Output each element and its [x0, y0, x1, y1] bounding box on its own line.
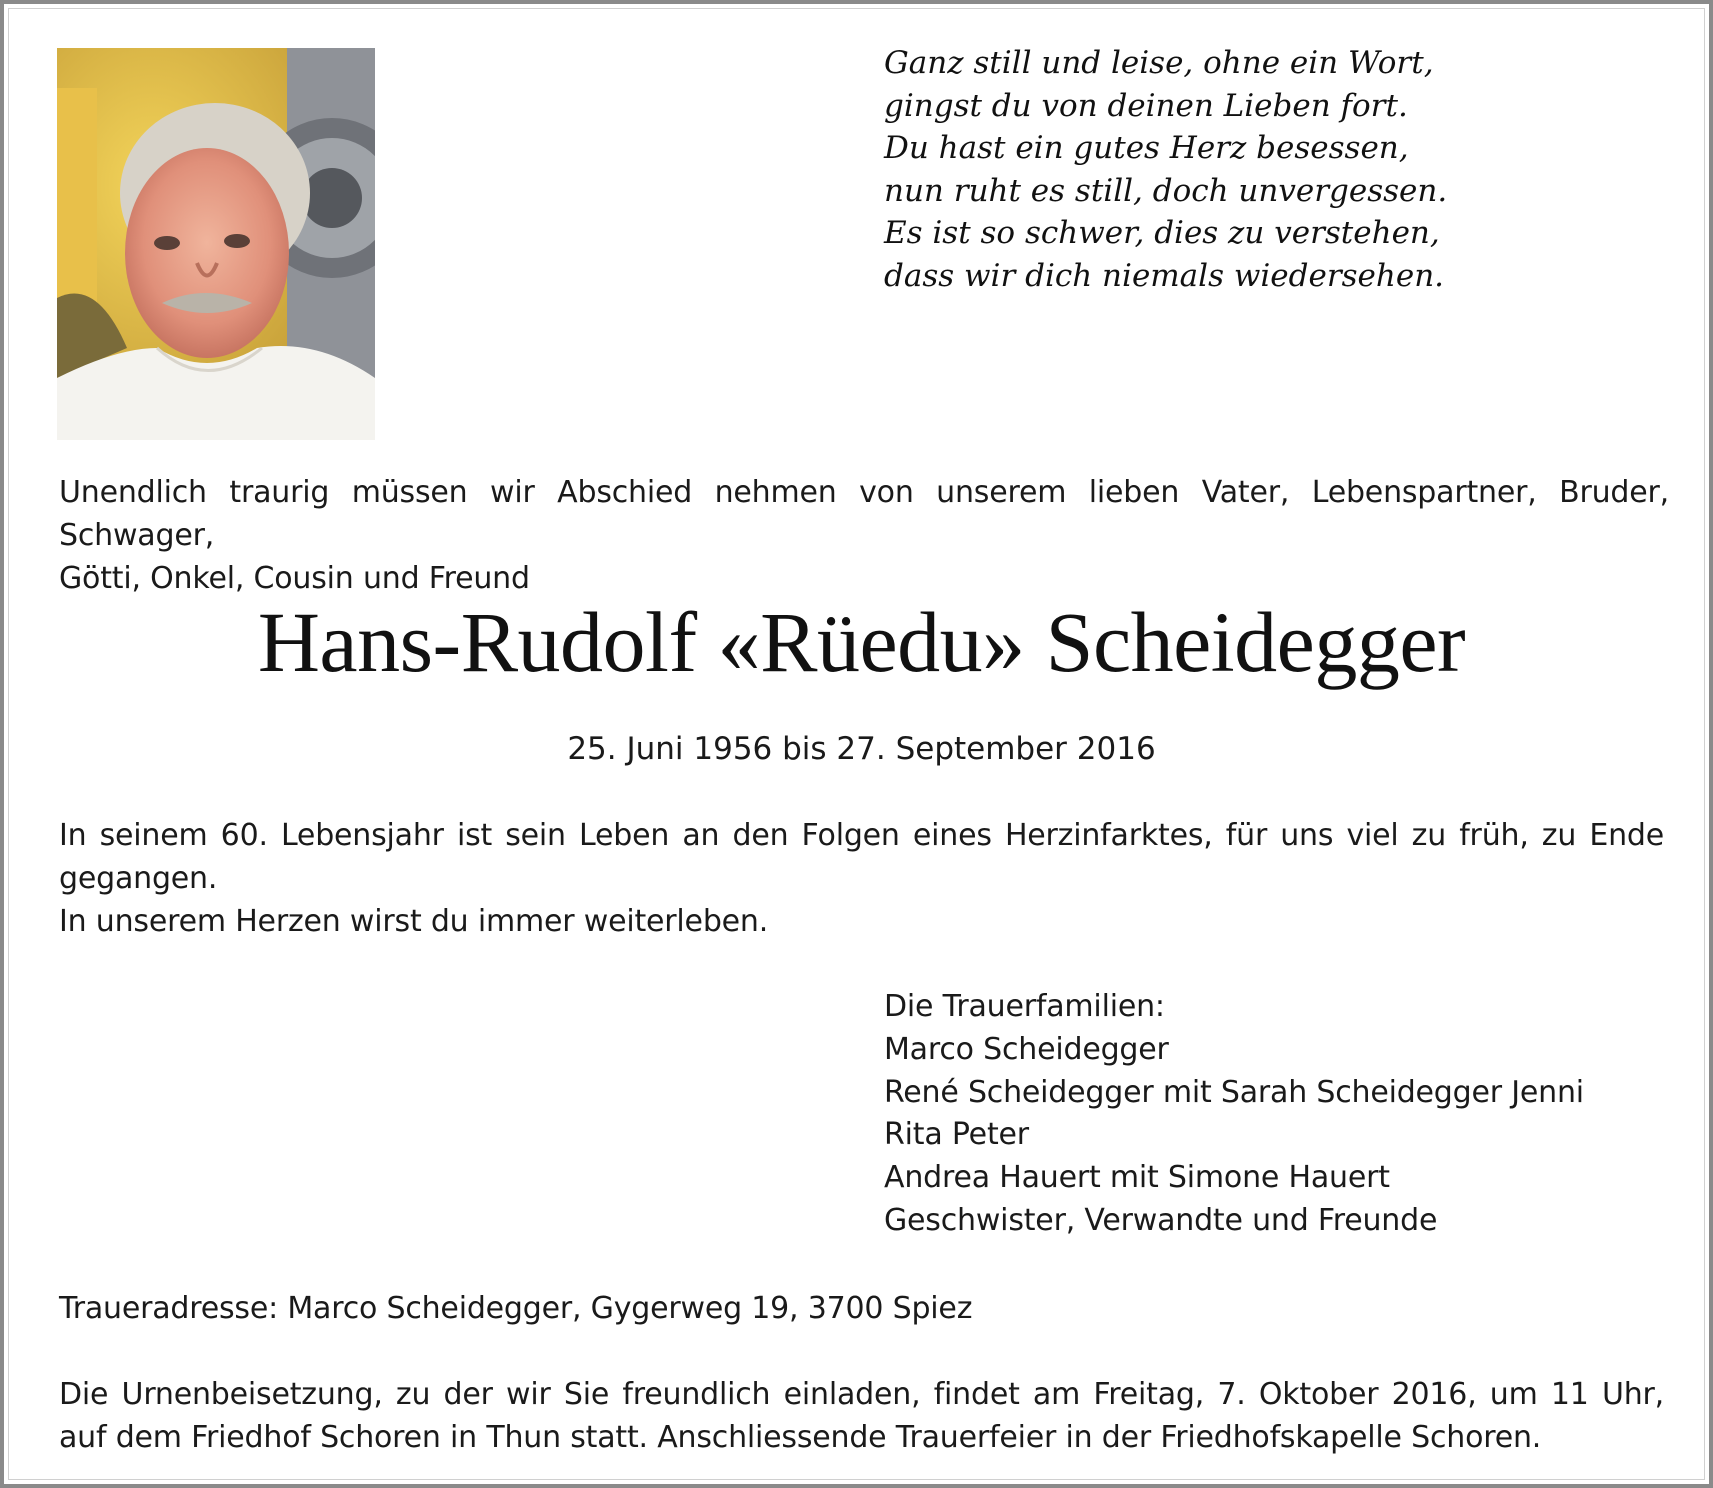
burial-line: Die Urnenbeisetzung, zu der wir Sie freundlich einladen, findet am Freitag, 7. Oktober 2016, um 11 Uhr,	[59, 1377, 1664, 1412]
family-member: Marco Scheidegger	[884, 1031, 1169, 1067]
portrait-photo	[57, 48, 375, 440]
body-text	[59, 814, 1664, 900]
life-dates: 25. Juni 1956 bis 27. September 2016	[567, 731, 1156, 767]
intro-text	[59, 471, 1669, 600]
burial-announcement	[59, 1373, 1664, 1459]
poem-line: Du hast ein gutes Herz besessen,	[884, 130, 1409, 167]
poem-line: dass wir dich niemals wiedersehen.	[884, 257, 1445, 294]
mourning-address: Traueradresse: Marco Scheidegger, Gygerweg 19, 3700 Spiez	[59, 1291, 973, 1326]
poem-line: Ganz still und leise, ohne ein Wort,	[884, 45, 1434, 81]
intro-line: Götti, Onkel, Cousin und Freund	[59, 561, 530, 596]
poem-line: Es ist so schwer, dies zu verstehen,	[884, 215, 1440, 252]
deceased-name: Hans-Rudolf «Rüedu» Scheidegger	[257, 594, 1466, 690]
burial-line: auf dem Friedhof Schoren in Thun statt. Anschliessende Trauerfeier in der Friedhofskapelle Schoren.	[59, 1420, 1542, 1455]
family-member: René Scheidegger mit Sarah Scheidegger Jenni	[884, 1074, 1584, 1110]
poem	[884, 42, 1644, 298]
portrait-photo-icon	[57, 48, 375, 440]
body-text-closing: In unserem Herzen wirst du immer weiterleben.	[59, 904, 769, 939]
family-heading: Die Trauerfamilien:	[884, 989, 1165, 1024]
body-line: In seinem 60. Lebensjahr ist sein Leben an den Folgen eines Herzinfarktes, für uns viel zu früh, zu Ende	[59, 818, 1664, 853]
family-member: Rita Peter	[884, 1117, 1029, 1153]
intro-line: Unendlich traurig müssen wir Abschied nehmen von unserem lieben Vater, Lebenspartner, Bruder, Schwager,	[59, 475, 1669, 553]
body-line: gegangen.	[59, 861, 218, 896]
poem-line: gingst du von deinen Lieben fort.	[884, 87, 1408, 124]
mourning-families	[884, 986, 1644, 1243]
family-member: Andrea Hauert mit Simone Hauert	[884, 1160, 1390, 1196]
poem-line: nun ruht es still, doch unvergessen.	[884, 172, 1448, 209]
family-member: Geschwister, Verwandte und Freunde	[884, 1202, 1438, 1238]
